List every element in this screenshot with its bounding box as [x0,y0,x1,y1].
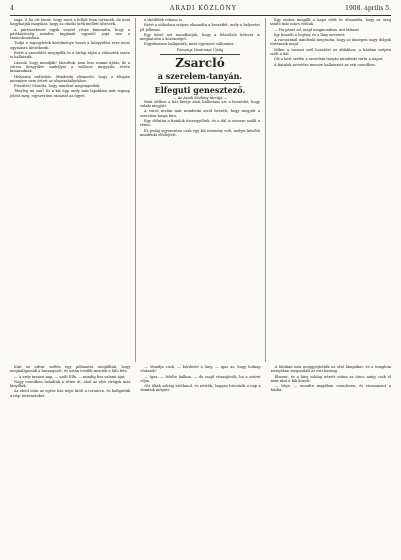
issue-date: 1908. április 5. [345,5,391,12]
column-middle [140,18,260,362]
paragraph: A város utcáin már mindenki arról beszélt, hogy megjött a szerelem-tanya híre. [140,109,260,118]
paragraph: — Mondja csak, — kérdezte a lány, — igaz az, hogy holnap elutazik? [140,365,261,374]
page-number: 4 [10,5,14,12]
paragraph: Frissítés! Mondta, hogy mindent megengedtek. [14,84,101,89]
author-line: Pozsonyi Vasárnapi Újság [176,47,224,52]
article-title: Zsarcló [175,55,225,70]
paragraph: A pártszerkezet egyik vezető része kimondta, hogy a pártközösség minden tagjának egyenlő joga van a tanácskozásban. [10,27,130,41]
paragraph: Így beszélt a legény, és a lány nevetett. [274,32,346,37]
paragraph: — A szép tavaszi nap, — szólt Ella, — mindig hoz valami újat. [14,374,126,379]
column-left [10,18,130,362]
paragraph: Figyelmesen hallgatták, mint egyszerű vallomást. [144,42,235,47]
column-divider [135,18,136,362]
paragraph: Ott a kert szélén a szerelem-tanyán mindenki várta a napot. [274,57,384,62]
paragraph: Egy ember megállt a kapu előtt és elmondta, hogy az öreg tanító már nincs velünk. [270,18,391,27]
paragraph: a skótfélék rokona is. [144,18,183,22]
newspaper-title: ARADI KÖZLÖNY [170,5,237,12]
divider [160,54,240,55]
paragraph: Helyszíni tudósítás. Mindenki elismerte, hogy a főispán mennyire nem értett az alapszabályokhoz. [10,74,130,83]
paragraph: Mint délben a ház kertje alatt hallottam azt a beszédet, hogy valaki megjött. [140,99,260,109]
paragraph: Egy kissé azt mondhatjuk, hogy a felszólaló kétszer is meghatotta a közönséget. [140,32,260,42]
paragraph: — Ha pénzt ad, majd megmondom, mit láttam! [274,27,360,32]
paragraph: saga. S ha ott lenne, hogy most a felhőt fenn tartanák, de nem hagyhatják magukat, hogy az elnöki szék mellett ültessék. [10,18,130,27]
paragraph: Lássuk, hogy mondják! Mondtuk: nem lesz semmi újítás, de a városi közgyűlés szabályai a vallásos tárgyalás révén kimaradnak. [10,60,130,74]
column-right [270,18,391,362]
column-divider [265,18,266,362]
section-title: Elfeguti genesztező. [154,84,246,95]
bottom-text-block [10,365,391,555]
article-subtitle: a szerelem-tanyán. [157,70,243,81]
paragraph: Tényleg mi van? Ez a kis ügy, mely más lapokban már tegnap jelent meg, egyszerűen rámutat az ügyet. [10,89,130,98]
divider [160,83,240,84]
paragraph: Tudja a tagegyletek körülménye hozzá a közgyűlést erre most egymásra következik. [10,41,130,50]
paragraph: — Vége, — mondta magában csendesen, és visszament a házba. [270,384,391,393]
paragraph: Ott ültek sokáig szótlanul, és nézték, hogyan búcsúzik a nap a dombok mögött. [140,384,261,393]
paragraph: A faluban már meggyújtották az első lámpákat, és a templom tornyában megszólalt az esti harang. [270,365,391,374]
page-header [10,5,391,16]
paragraph: Kint az udvar szélén egy pillanatra megálltak, hogy meghallgassák a harangszót, és aztán tovább mentek a falu felé. [10,365,131,374]
paragraph: Ezért a szerződés megnyílik és a hírlap útján a választók szava is hallatszik. [10,51,130,60]
paragraph: Ezért a stílusban szépen elmondta a beszédét, mely a helyzetet jól jellemzi. [140,23,260,32]
paragraph: Az ebéd után az egész ház népe kiült a tornácra, és hallgatták a régi történeteket. [10,389,131,398]
paragraph: A vacsoránál mindenki megtudta, hogy az ünnepen nagy dolgok történnek majd. [270,38,391,47]
paragraph: Nagy csendben haladtak a réten át, ahol az első virágok már kinyíltak. [10,379,131,389]
paragraph: Egy délután a fiatalok összegyűltek, és a dal is messze szállt a réten. [140,118,260,128]
paragraph: — Igaz, — felelte halkan, — de majd visszajövök, ha a szüret eljön. [140,374,261,383]
paragraph: Mikor a tavaszi szél hozzáért az ablakhoz, a házban szépen szólt a dal. [270,47,391,57]
paragraph: Elment, és a lány sokáig nézett utána az úton, amíg csak el nem tűnt a fák között. [270,374,391,383]
paragraph: Ez pedig egyszerűen csak egy kis esemény volt, melyet később mindenki elfelejtett. [140,128,260,137]
section-meta: — Az Aradi Közlöny tárcája — [172,95,228,100]
paragraph: A fiatalok nevetése messze hallatszott az esti csendben. [274,62,376,67]
